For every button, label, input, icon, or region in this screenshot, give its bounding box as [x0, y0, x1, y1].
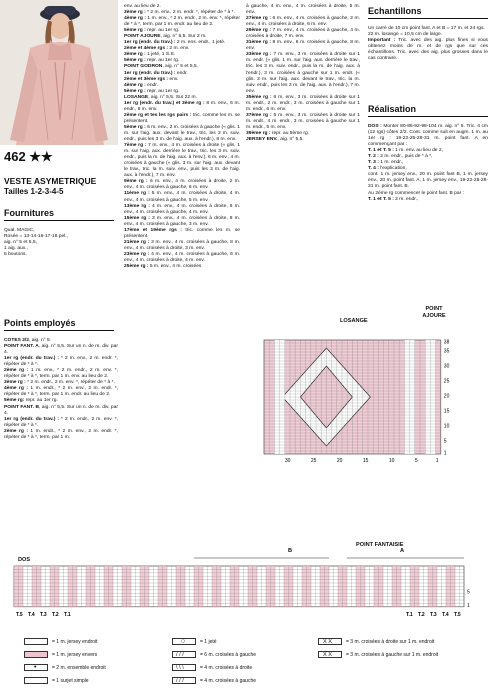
- size-tick-left: T.4: [28, 611, 35, 618]
- legend-item: [318, 638, 434, 645]
- stitch-instruction: 9ème rg : 6 m. env., 4 m. croisées à droite, 2 m. env., 4 m. croisées à gauche, 6 m. env.: [124, 179, 240, 191]
- legend-text: = 2 m. ensemble endroit: [52, 664, 106, 671]
- realisation-line: T. 2 : 2 m. endr., puis de * à *,: [368, 154, 433, 160]
- stitch-instruction: 1er rg (endr. du trav.) et 3ème rg : 8 m. env., 6 m. endr., 8 m. env.: [124, 100, 240, 112]
- stitch-instruction: 39ème rg : repr. au 5ème rg.: [246, 130, 310, 136]
- stitch-instruction: 4ème rg : 1 m. endr., * 2 m. env., 2 m. endr. *, répéter de * à *, term. par 1 m. endr. au lieu de 2.: [4, 386, 118, 398]
- legend-text: = 1 jeté: [200, 638, 217, 645]
- chart-label-losange: LOSANGE: [340, 318, 368, 324]
- stitch-instruction: LOSANGE, aig. n° 5,5. Sur 22 m.: [124, 94, 197, 100]
- size-tick-right: T.5: [454, 611, 461, 618]
- size-tick-left: T.1: [64, 611, 71, 618]
- dos-chart: [0, 552, 492, 630]
- legend-symbol-icon: [24, 677, 48, 684]
- y-tick-label: 20: [443, 393, 450, 400]
- realisation-line: DOS : Monter 80-86-92-98-104 m. aig. n° 5. Tric. 4 cm (12 rgs) côtes 2/2. Cont. comme suit en augm. 1 m. au 1er rg : 19-22-25-28-31 m. point fant. A en commençant par :: [368, 124, 489, 148]
- x-tick-label: 20: [336, 458, 343, 462]
- legend-item: [24, 651, 97, 658]
- x-tick-label: 5: [414, 458, 418, 462]
- legend-text: = 4 m. croisées à gauche: [200, 677, 257, 684]
- points-column-2: [124, 4, 240, 270]
- stitch-instruction: 17ème et 19ème rgs : tric. comme les m. se présentent.: [124, 227, 240, 239]
- points-heading: Points employés: [4, 318, 114, 331]
- stitch-instruction: POINT AJOURE, aig. n° 5,5. Sur 2 m.: [124, 34, 207, 40]
- legend-item: [24, 677, 89, 684]
- size-tick-left: T.3: [40, 611, 47, 618]
- stitch-legend: [0, 634, 492, 700]
- points-column-1: [4, 338, 118, 441]
- model-photo-illustration: [0, 0, 118, 145]
- x-tick-label: 15: [362, 458, 369, 462]
- echantillons-text: [368, 26, 488, 62]
- realisation-line: T. 4 : l'explication,: [368, 166, 407, 172]
- stitch-instruction: 2ème rg : 1 m. env., * 2 m. endr., 2 m. env. *, répéter de * à *, term. par 1 m. env. au lieu de 2.: [4, 368, 118, 380]
- legend-symbol-icon: [24, 651, 48, 658]
- fournitures-list: [4, 228, 116, 258]
- fournitures-line: Rosée = 13-14-16-17-18 pel.,: [4, 234, 69, 240]
- legend-symbol-icon: [318, 638, 342, 645]
- chart-label-dos: DOS: [18, 557, 31, 563]
- legend-text: = 6 m. croisées à gauche: [200, 651, 257, 658]
- legend-text: = 1 surjet simple: [52, 677, 89, 684]
- fournitures-line: 6 boutons.: [4, 252, 27, 258]
- legend-symbol-icon: [172, 677, 196, 684]
- x-tick-label: 25: [310, 458, 317, 462]
- realisation-line: T. 3 : 1 m. endr.,: [368, 160, 404, 166]
- stitch-instruction: JERSEY ENV., aig. n° 5,5.: [246, 137, 304, 143]
- stitch-instruction: 5ème rg: repr. au 1er rg.: [4, 398, 58, 404]
- pattern-number: 462 ★★: [4, 149, 53, 164]
- stitch-instruction: 23ème rg : 4 m. env., 4 m. croisées à gauche, 6 m. env., 4 m. croisées à droite, 4 m. env.: [124, 251, 241, 263]
- realisation-line: Au 2ème rg commencer le point fant. B par :: [368, 190, 464, 196]
- stitch-instruction: 5ème rg : repr. au 1er rg.: [124, 88, 180, 94]
- stitch-instruction: 4ème rg : endr.: [124, 82, 158, 88]
- stitch-instruction: à gauche, 4 m. env., 4 m. croisées à droite, 5 m. env.: [246, 4, 360, 16]
- legend-item: [172, 651, 256, 658]
- echantillon-line: Important : Tric. avec des aig. plus fines si vous obtenez moins de m. et de rgs que sur ces échantillons. Tric. avec des aig. plus grosses dans le cas contraire.: [368, 38, 488, 62]
- y-tick-label: 25: [443, 378, 450, 385]
- legend-text: = 1 m. jersey endroit: [52, 638, 98, 645]
- fournitures-heading: Fournitures: [4, 208, 114, 221]
- row-number: 1: [467, 603, 470, 610]
- stitch-instruction: 3ème rg : * 2 m. endr., 2 m. env. *, répéter de * à *.: [4, 380, 115, 386]
- x-tick-label: 1: [435, 458, 439, 462]
- x-tick-label: 10: [388, 458, 395, 462]
- echantillon-line: Un carré de 10 cm point fant. A et B = 17 m. et 24 rgs.: [368, 26, 485, 31]
- stitch-instruction: 27ème rg : 6 m. env., 4 m. croisées à gauche, 2 m. env., 4 m. croisées à droite, 6 m. env.: [246, 16, 360, 28]
- stitch-instruction: 2ème rg : 1 m. endr., * 2 m. env., 2 m. endr. *, répéter de * à *, term. par 1 m.: [4, 428, 118, 440]
- size-tick-left: T.5: [16, 611, 23, 618]
- stitch-instruction: 25ème rg : 5 m. env., 4 m. croisées: [124, 264, 202, 270]
- stitch-instruction: 29ème rg : 7 m. env., 4 m. croisées à gauche, 4 m. croisées à droite, 7 m. env.: [246, 28, 360, 40]
- chart-label-ajoure: POINT AJOURE: [422, 306, 446, 319]
- size-tick-right: T.4: [442, 611, 449, 618]
- stitch-instruction: 1er rg (endr. du trav.) : * 2 m. env., 2 m. endr. *, répéter de * à *.: [4, 356, 118, 368]
- legend-symbol-icon: [24, 664, 48, 671]
- stitch-instruction: 2ème et 4ème rgs : 2 m. env.: [124, 46, 190, 52]
- realisation-text: [368, 124, 488, 203]
- realisation-line: cont. 1 m. jersey env., 20 m. point fant B, 1 m. jersey env., 20 m. point fant. A, 1 m. jersey env., 19-22-25-28-31 m. point fant. B.: [368, 172, 488, 190]
- legend-symbol-icon: [318, 651, 342, 658]
- y-tick-label: 30: [443, 363, 450, 370]
- stitch-instruction: 2ème et 3ème rgs : env.: [124, 76, 179, 82]
- x-tick-label: 30: [284, 458, 291, 462]
- losange-chart: [256, 330, 456, 462]
- stitch-instruction: 5ème rg : repr. au 1er rg.: [124, 28, 180, 34]
- stitch-instruction: 15ème rg : 3 m. env., 4 m. croisées à droite, 8 m. env., 4 m. croisées à gauche, 3 m. env.: [124, 215, 240, 227]
- legend-item: [318, 651, 438, 658]
- legend-text: = 4 m. croisées à droite: [200, 664, 253, 671]
- model-sizes: Tailles 1-2-3-4-5: [4, 187, 64, 196]
- legend-text: = 3 m. croisées à gauche sur 1 m. endroit: [346, 651, 439, 658]
- legend-item: [172, 664, 252, 671]
- fournitures-line: aig. n° 5 et 5,5,: [4, 240, 37, 246]
- legend-item: [24, 664, 106, 671]
- stitch-instruction: 7ème rg : 7 m. env., 4 m. croisées à droite (« glis. 1 m. sur l'aig. aux. derrière le trav., tric. les 3 m. suiv. endr., puis la m. de l'aig. aux. à l'env.), 6 m. env., 4 m. croisées à gauche (« glis. 3 m. sur l'aig. aux. devant le trav., tric. la m. suiv. env., puis les 3 m. de l'aig. aux. à l'endr.), 7 m. env.: [124, 143, 241, 179]
- y-tick-label: 35: [443, 348, 450, 355]
- chart-label-fantaisie: POINT FANTAISIE: [356, 542, 404, 548]
- stitch-instruction: 35ème rg : 6 m. env., 3 m. croisées à droite sur 1 m. endr., 2 m. endr., 3 m. croisées à gauche sur 1 m. endr., 6 m. env.: [246, 94, 361, 112]
- stitch-instruction: 1er rg (endr. du trav.) : 2 m. ens. endr., 1 jeté.: [124, 40, 226, 46]
- stitch-instruction: 37ème rg : 5 m. env., 3 m. croisées à droite sur 1 m. endr., 4 m. endr., 3 m. croisées à gauche sur 1 m. endr., 5 m. env.: [246, 112, 361, 130]
- model-photo: [0, 0, 118, 145]
- stitch-instruction: 31ème rg : 8 m. env., 6 m. croisées à gauche, 8 m. env.: [246, 40, 360, 52]
- legend-item: [24, 638, 97, 645]
- size-tick-right: T.2: [418, 611, 425, 618]
- stitch-instruction: 5ème rg : 6 m. env., 2 m. croisées à gauche (« glis. 1 m. sur l'aig. aux. devant le trav., tric. les 3 m. suiv. endr., puis les 3 m. de l'aig. aux. à l'endr.), 8 m. env.: [124, 124, 240, 143]
- y-tick-label: 15: [443, 408, 450, 415]
- legend-symbol-icon: [172, 651, 196, 658]
- stitch-instruction: 1er rg (endr. du trav.) : endr.: [124, 70, 188, 76]
- stitch-instruction: 3ème rg : 1 jeté, 1 S.S.: [124, 52, 176, 58]
- stitch-instruction: 2ème rg et tes les rgs pairs : tric. comme les m. se présentent.: [124, 112, 240, 124]
- stitch-instruction: POINT FANT. A, aig. n° 5,5. Sur un n. de m. div. par 4.: [4, 344, 118, 356]
- realisation-heading: Réalisation: [368, 104, 488, 117]
- stitch-instruction: 33ème rg : 7 m. env., 3 m. croisées à droite sur 1 m. endr. (« glis. 1 m. sur l'aig. aux. derrière le trav., tric. les 3 m. suiv. endr., puis la m. de l'aig. aux. à l'endr.), 3 m. croisées à gauche sur 1 m. endr. (« glis. 3 m. sur l'aig. aux. devant le trav., tric. la m. suiv. endr., puis les 3 m. de l'aig. aux. à l'endr.), 7 m. env.: [246, 52, 361, 94]
- legend-item: [172, 677, 256, 684]
- stitch-instruction: COTES 2/2, aig. n° 5.: [4, 338, 52, 343]
- legend-text: = 3 m. croisées à droite sur 1 m. endroit: [346, 638, 435, 645]
- points-column-3: [246, 4, 360, 143]
- legend-symbol-icon: [24, 638, 48, 645]
- stitch-instruction: 5ème rg : repr. au 1er rg.: [124, 58, 180, 64]
- echantillon-line: 22 m. losange = 10,5 cm de large.: [368, 32, 443, 38]
- y-tick-label: 5: [443, 438, 447, 445]
- fournitures-line: 1 aig. aux.,: [4, 246, 28, 252]
- legend-text: = 1 m. jersey envers: [52, 651, 98, 658]
- legend-symbol-icon: [172, 638, 196, 645]
- size-tick-left: T.2: [52, 611, 59, 618]
- chart-label-b: B: [288, 548, 293, 554]
- y-tick-label: 38: [443, 339, 450, 346]
- stitch-instruction: env. au lieu de 2.: [124, 4, 161, 9]
- y-tick-label: 10: [443, 423, 450, 430]
- stitch-instruction: 4ème rg : 1 m. env., * 2 m. endr., 2 m. env. *, répéter de * à *, term. par 1 m. endr. au lieu de 2.: [124, 16, 241, 28]
- realisation-line: T. 1 et T. 5 : 1 m. env. au lieu de 2,: [368, 148, 443, 154]
- stitch-instruction: 3ème rg : * 2 m. env., 2 m. endr. *, répéter de * à *.: [124, 10, 235, 16]
- fournitures-line: Qual. MAGIC,: [4, 228, 35, 233]
- stitch-instruction: 11ème rg : 5 m. env., 4 m. croisées à droite, 4 m. env., 4 m. croisées à gauche, 5 m. env.: [124, 191, 240, 203]
- legend-item: [172, 638, 217, 645]
- stitch-instruction: 13ème rg : 4 m. env., 4 m. croisées à droite, 6 m. env., 4 m. croisées à gauche, 4 m. env.: [124, 203, 240, 215]
- row-number: 5: [467, 589, 470, 596]
- chart-label-a: A: [400, 548, 405, 554]
- stitch-instruction: POINT GODRON, aig. n° 5 et 5,5.: [124, 64, 198, 70]
- stitch-instruction: 21ème rg : 3 m. env., 4 m. croisées à gauche, 8 m. env., 4 m. croisées à droite, 3 m. env.: [124, 239, 241, 251]
- echantillons-heading: Echantillons: [368, 6, 488, 19]
- model-title: VESTE ASYMETRIQUE: [4, 176, 97, 186]
- size-tick-right: T.1: [406, 611, 413, 618]
- legend-symbol-icon: [172, 664, 196, 671]
- stitch-instruction: 1er rg (endr. du trav.) : * 2 m. endr., 2 m. env. *, répéter de * à *.: [4, 416, 118, 428]
- realisation-line: T. 1 et T. 5 : 2 m. endr.,: [368, 196, 419, 202]
- stitch-instruction: POINT FANT. B, aig. n° 5,5. Sur un n. de m. div. par 4.: [4, 404, 118, 416]
- y-tick-label: 1: [443, 450, 447, 457]
- size-tick-right: T.3: [430, 611, 437, 618]
